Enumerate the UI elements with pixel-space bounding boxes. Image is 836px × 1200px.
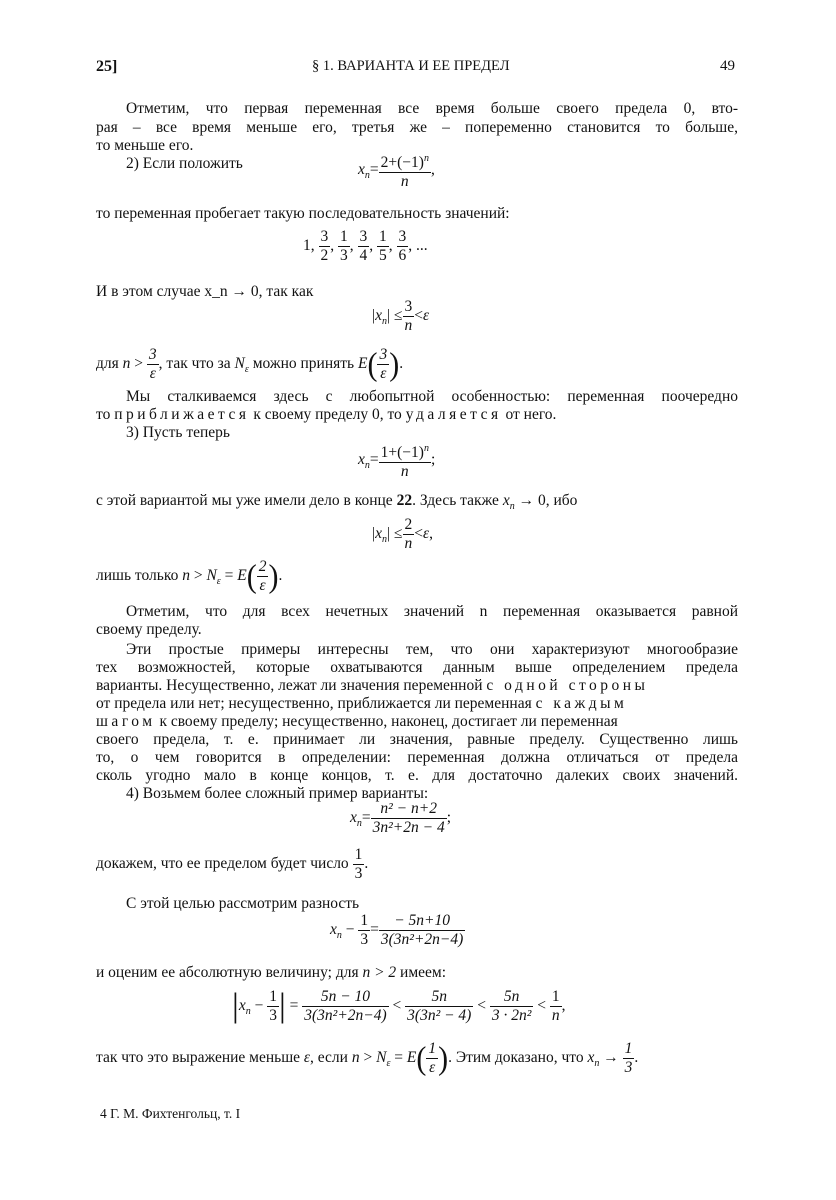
text-line: И в этом случае x_n → 0, так как <box>96 283 314 300</box>
text-line: то переменная пробегает такую последовательность значений: <box>96 205 510 222</box>
text-line: то, о чем говорится в определении: переменная должна отличаться от предела <box>96 749 738 766</box>
equation-3: $x_n=$ $\frac{\text{n² − n+2}}{\text{3n²+2n − 4}}$ ; <box>350 800 452 836</box>
running-title: § 1. ВАРИАНТА И ЕЕ ПРЕДЕЛ <box>312 58 510 74</box>
text-line: то приближается к своему пределу 0, то удаляется от него. <box>96 406 557 423</box>
sequence-values: 1, $\frac{3}{2}$ , $\frac{1}{3}$ , $\frac{3}{4}$ , $\frac{1}{5}$ , $\frac{3}{6}$ , ... <box>303 228 428 264</box>
text-line: и оценим ее абсолютную величину; для n > 2 имеем: <box>96 964 447 981</box>
text-line: варианты. Несущественно, лежат ли значения переменной с одной стороны <box>96 677 649 694</box>
text-line: то меньше его. <box>96 137 194 154</box>
text-line: С этой целью рассмотрим разность <box>126 895 360 912</box>
text-line: рая – все время меньше его, третья же – попеременно становится то больше, <box>96 119 738 136</box>
text-line: с этой вариантой мы уже имели дело в конце 22. Здесь также $x_n \to 0$, ибо <box>96 492 578 513</box>
text-line: от предела или нет; несущественно, приближается ли переменная с каждым <box>96 695 628 712</box>
page-number: 49 <box>720 58 735 74</box>
conclusion-line: так что это выражение меньше ε, если $n > N_\varepsilon = E$( $\frac{1}{\varepsilon}$ ). Этим доказано, что $x_n$ → $\frac{1}{3}$ . <box>96 1039 639 1077</box>
equation-1: $x_n=$ $\frac{2+(-1)^n}{n}$ , <box>358 150 435 191</box>
text-line: сколь угодно мало в конце концов, т. е. для достаточно далеких своих значений. <box>96 767 738 784</box>
text-line: Отметим, что первая переменная все время больше своего предела 0, вто- <box>126 100 738 117</box>
text-line: 3) Пусть теперь <box>126 424 230 441</box>
estimate-inequality: $|x_n$ − $\frac{1}{3}$ | = $\frac{5n - 10}{\text{3(3n²+2n−4)}}$ < $\frac{5n}{\text{3(3n² − 4)}}$ < $\frac{5n}{\text{3 · 2n²}}$ < $\frac{1}{n}$ , <box>232 987 566 1025</box>
text-line: своему пределу. <box>96 621 202 638</box>
text-line: своего предела, т. е. принимает ли значения, равные пределу. Существенно лишь <box>96 731 738 748</box>
difference-equation: $x_n$ − $\frac{1}{3}$ = $\frac{- 5n+10}{\text{3(3n²+2n−4)}}$ <box>330 912 464 948</box>
inequality-2: $|x_n|$ ≤ $\frac{2}{n}$ <ε, <box>372 516 433 552</box>
page-signature: 4 Г. М. Фихтенгольц, т. I <box>100 1106 241 1121</box>
fraction: $\frac{2+(-1)^n}{n}$ <box>379 150 431 191</box>
text-line: Эти простые примеры интересны тем, что они характеризуют многообразие <box>126 641 738 658</box>
condition-line-2: лишь только $n > N_\varepsilon = E$( $\frac{2}{\varepsilon}$ ). <box>96 557 283 595</box>
condition-line: для n > $\frac{3}{\varepsilon}$ , так что за $N_\varepsilon$ можно принять E( $\frac{3}{\varepsilon}$ ). <box>96 345 404 383</box>
text-line: Мы сталкиваемся здесь с любопытной особенностью: переменная поочередно <box>126 388 738 405</box>
text-line: шагом к своему пределу; несущественно, наконец, достигает ли переменная <box>96 713 618 730</box>
equation-2: $x_n=$ $\frac{1+(-1)^n}{n}$ ; <box>358 440 435 481</box>
prove-line: докажем, что ее пределом будет число $\frac{1}{3}$ . <box>96 846 369 882</box>
text-line: Отметим, что для всех нечетных значений n переменная оказывается равной <box>126 603 738 620</box>
text-line: тех возможностей, которые охватываются данным выше определением предела <box>96 659 738 676</box>
inequality-1: $|x_n|$ ≤ $\frac{3}{n}$ <ε <box>372 298 430 334</box>
text-line: 2) Если положить <box>126 155 243 172</box>
section-number: 25] <box>96 58 118 75</box>
text-line: 4) Возьмем более сложный пример варианты: <box>126 785 429 802</box>
